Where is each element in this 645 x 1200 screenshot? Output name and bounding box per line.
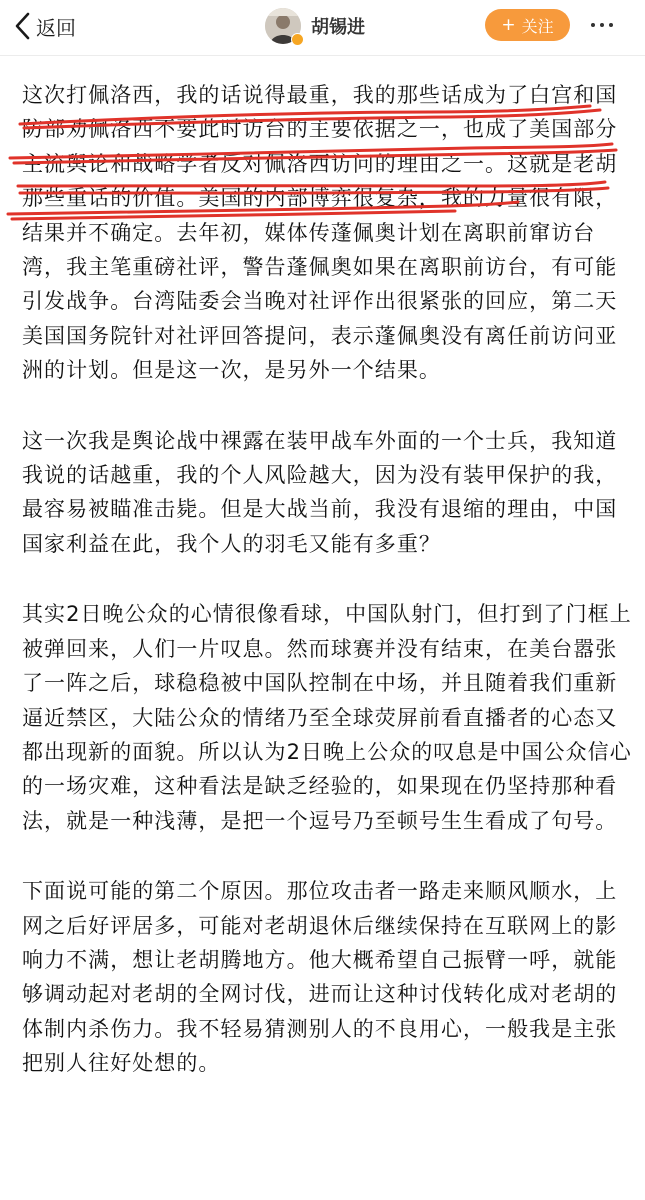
author-name[interactable]: 胡锡进 <box>311 17 365 38</box>
more-dots-icon[interactable] <box>585 10 619 40</box>
article-paragraph: 这次打佩洛西，我的话说得最重，我的那些话成为了白宫和国防部劝佩洛西不要此时访台的主要依据之一，也成了美国部分主流舆论和战略学者反对佩洛西访问的理由之一。这就是老胡那些重话的价值。美国的内部博弈很复杂，我的力量很有限，结果并不确定。去年初，媒体传蓬佩奥计划在离职前窜访台湾，我主笔重磅社评，警告蓬佩奥如果在离职前访台，有可能引发战争。台湾陆委会当晚对社评作出很紧张的回应，第二天美国国务院针对社评回答提问，表示蓬佩奥没有离任前访问亚洲的计划。但是这一次，是另外一个结果。 <box>22 83 618 383</box>
back-button[interactable] <box>14 8 76 44</box>
nav-bar <box>0 0 645 56</box>
follow-label: 关注 <box>521 16 554 36</box>
article-paragraph: 这一次我是舆论战中裸露在装甲战车外面的一个士兵，我知道我说的话越重，我的个人风险越大，因为没有装甲保护的我，最容易被瞄准击毙。但是大战当前，我没有退缩的理由，中国国家利益在此，我个人的羽毛又能有多重？ <box>22 428 618 556</box>
article-body <box>22 78 632 1117</box>
chevron-left-icon <box>14 11 32 41</box>
article-paragraph: 其实2日晚公众的心情很像看球，中国队射门，但打到了门框上被弹回来，人们一片叹息。然而球赛并没有结束，在美台嚣张了一阵之后，球稳稳被中国队控制在中场，并且随着我们重新逼近禁区，大陆公众的情绪乃至全球荧屏前看直播者的心态又都出现新的面貌。所以认为2日晚上公众的叹息是中国公众信心的一场灾难，这种看法是缺乏经验的，如果现在仍坚持那种看法，就是一种浅薄，是把一个逗号乃至顿号生生看成了句号。 <box>22 602 632 833</box>
back-label: 返回 <box>36 15 76 40</box>
article-paragraph: 下面说可能的第二个原因。那位攻击者一路走来顺风顺水，上网之后好评居多，可能对老胡退休后继续保持在互联网上的影响力不满，想让老胡腾地方。他大概希望自己振臂一呼，就能够调动起对老胡的全网讨伐，进而让这种讨伐转化成对老胡的体制内杀伤力。我不轻易猜测别人的不良用心，一般我是主张把别人往好处想的。 <box>22 879 618 1076</box>
plus-icon: + <box>501 15 516 35</box>
avatar[interactable] <box>265 8 301 44</box>
author-profile[interactable] <box>265 6 365 46</box>
verified-badge-icon <box>291 33 304 46</box>
follow-button[interactable] <box>485 9 570 41</box>
